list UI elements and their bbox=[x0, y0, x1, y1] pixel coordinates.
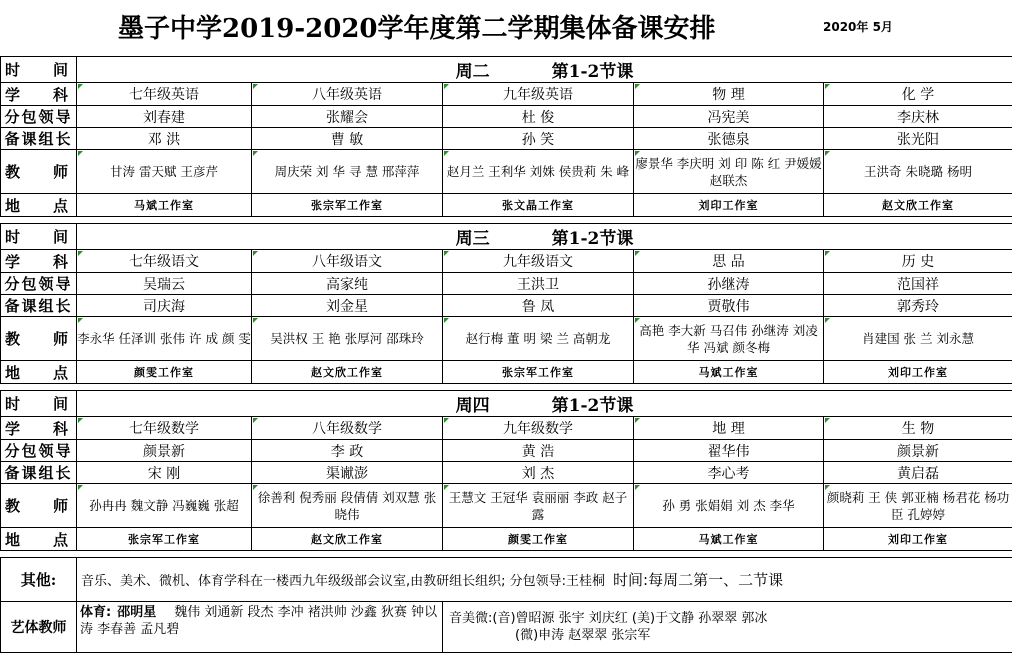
group-leader-cell: 张光阳 bbox=[824, 128, 1012, 150]
time-label bbox=[1, 57, 77, 83]
other-time: 时间:每周二第一、二节课 bbox=[613, 571, 784, 589]
time-label-char-1: 时 bbox=[5, 61, 23, 79]
subject-cell: 历 史 bbox=[824, 250, 1012, 273]
teacher-cell: 王慧文 王冠华 袁丽丽 李政 赵子露 bbox=[443, 484, 634, 528]
place-cell: 赵文欣工作室 bbox=[252, 528, 443, 551]
header bbox=[0, 0, 1012, 52]
subject-label-char-1: 学 bbox=[5, 419, 23, 438]
group-row bbox=[1, 462, 1012, 484]
place-label-char-2: 点 bbox=[52, 196, 70, 215]
place-cell: 张文晶工作室 bbox=[443, 194, 634, 217]
art-pe-cell bbox=[77, 602, 443, 653]
time-row bbox=[1, 224, 1012, 250]
art-label: 艺体教师 bbox=[1, 602, 77, 653]
leader-cell: 颜景新 bbox=[824, 440, 1012, 462]
period-label: 第1-2节课 bbox=[551, 229, 634, 249]
day-label: 周三 bbox=[455, 229, 490, 249]
time-label bbox=[1, 391, 77, 417]
period-label: 第1-2节课 bbox=[551, 62, 634, 82]
place-cell: 张宗军工作室 bbox=[252, 194, 443, 217]
subject-cell: 七年级语文 bbox=[77, 250, 252, 273]
teacher-cell: 高艳 李大新 马召伟 孙继涛 刘凌华 冯斌 颜冬梅 bbox=[634, 317, 824, 361]
group-leader-cell: 渠谳澎 bbox=[252, 462, 443, 484]
place-cell: 张宗军工作室 bbox=[443, 361, 634, 384]
pe-names: 魏伟 刘通新 段杰 李冲 褚洪帅 沙鑫 狄赛 钟以涛 李春善 孟凡碧 bbox=[80, 605, 438, 637]
teacher-cell: 李永华 任泽训 张伟 许 成 颜 雯 bbox=[77, 317, 252, 361]
group-leader-cell: 贾敬伟 bbox=[634, 295, 824, 317]
leader-cell: 颜景新 bbox=[77, 440, 252, 462]
subject-label-char-1: 学 bbox=[5, 252, 23, 271]
art-music-cell bbox=[443, 602, 1012, 653]
teacher-cell: 赵行梅 董 明 梁 兰 高朝龙 bbox=[443, 317, 634, 361]
subject-cell: 八年级英语 bbox=[252, 83, 443, 106]
subject-cell: 化 学 bbox=[824, 83, 1012, 106]
spacer bbox=[1, 384, 1012, 391]
date-label: 2020年 5月 bbox=[823, 20, 893, 34]
teacher-cell: 吴洪权 王 艳 张厚河 邵珠玲 bbox=[252, 317, 443, 361]
group-leader-cell: 李心考 bbox=[634, 462, 824, 484]
place-cell: 刘印工作室 bbox=[824, 528, 1012, 551]
teacher-row bbox=[1, 150, 1012, 194]
teacher-label bbox=[1, 484, 77, 528]
place-cell: 马斌工作室 bbox=[634, 361, 824, 384]
teacher-cell: 孙冉冉 魏文静 冯巍巍 张超 bbox=[77, 484, 252, 528]
place-cell: 颜雯工作室 bbox=[77, 361, 252, 384]
subject-row bbox=[1, 250, 1012, 273]
teacher-label bbox=[1, 150, 77, 194]
leader-cell: 翟华伟 bbox=[634, 440, 824, 462]
group-leader-cell: 孙 笑 bbox=[443, 128, 634, 150]
art-row bbox=[1, 602, 1012, 653]
period-label: 第1-2节课 bbox=[551, 396, 634, 416]
leader-cell: 刘春建 bbox=[77, 106, 252, 128]
time-label-char-2: 间 bbox=[52, 395, 70, 413]
subject-cell: 思 品 bbox=[634, 250, 824, 273]
subject-cell: 八年级数学 bbox=[252, 417, 443, 440]
place-cell: 刘印工作室 bbox=[824, 361, 1012, 384]
spacer bbox=[1, 217, 1012, 224]
music-line-2: (微)申涛 赵翠翠 张宗军 bbox=[515, 628, 651, 643]
other-row bbox=[1, 558, 1012, 602]
place-cell: 刘印工作室 bbox=[634, 194, 824, 217]
time-row bbox=[1, 391, 1012, 417]
subject-cell: 九年级语文 bbox=[443, 250, 634, 273]
place-cell: 赵文欣工作室 bbox=[824, 194, 1012, 217]
teacher-label bbox=[1, 317, 77, 361]
subject-row bbox=[1, 417, 1012, 440]
other-label: 其他: bbox=[1, 558, 77, 602]
leader-label: 分包领导 bbox=[1, 440, 77, 462]
spacer-row bbox=[1, 384, 1012, 391]
subject-cell: 七年级数学 bbox=[77, 417, 252, 440]
subject-label-char-2: 科 bbox=[52, 85, 70, 104]
group-leader-cell: 张德泉 bbox=[634, 128, 824, 150]
leader-row bbox=[1, 440, 1012, 462]
leader-cell: 李庆林 bbox=[824, 106, 1012, 128]
leader-cell: 杜 俊 bbox=[443, 106, 634, 128]
teacher-cell: 王洪奇 朱晓璐 杨明 bbox=[824, 150, 1012, 194]
group-leader-label: 备课组长 bbox=[1, 295, 77, 317]
subject-cell: 九年级数学 bbox=[443, 417, 634, 440]
time-value bbox=[77, 57, 1012, 83]
subject-label-char-2: 科 bbox=[52, 419, 70, 438]
teacher-cell: 颜晓莉 王 侠 郭亚楠 杨君花 杨功臣 孔婷婷 bbox=[824, 484, 1012, 528]
group-leader-label: 备课组长 bbox=[1, 128, 77, 150]
teacher-cell: 肖建国 张 兰 刘永慧 bbox=[824, 317, 1012, 361]
place-label-char-1: 地 bbox=[5, 196, 23, 215]
teacher-label-char-1: 教 bbox=[5, 330, 23, 348]
time-label-char-1: 时 bbox=[5, 395, 23, 413]
group-leader-cell: 司庆海 bbox=[77, 295, 252, 317]
time-label bbox=[1, 224, 77, 250]
teacher-label-char-1: 教 bbox=[5, 163, 23, 181]
place-label bbox=[1, 361, 77, 384]
subject-label bbox=[1, 250, 77, 273]
pe-head: 邵明星 bbox=[117, 605, 157, 620]
group-row bbox=[1, 128, 1012, 150]
place-label-char-1: 地 bbox=[5, 530, 23, 549]
other-text: 音乐、美术、微机、体育学科在一楼西九年级级部会议室,由教研组长组织; 分包领导:王桂桐 bbox=[81, 574, 606, 589]
place-label-char-1: 地 bbox=[5, 363, 23, 382]
place-cell: 马斌工作室 bbox=[77, 194, 252, 217]
place-cell: 马斌工作室 bbox=[634, 528, 824, 551]
group-leader-cell: 黄启磊 bbox=[824, 462, 1012, 484]
time-row bbox=[1, 57, 1012, 83]
leader-label: 分包领导 bbox=[1, 106, 77, 128]
leader-cell: 吴瑞云 bbox=[77, 273, 252, 295]
spacer-row bbox=[1, 551, 1012, 558]
teacher-cell: 廖景华 李庆明 刘 印 陈 红 尹媛媛 赵联杰 bbox=[634, 150, 824, 194]
teacher-cell: 孙 勇 张娟娟 刘 杰 李华 bbox=[634, 484, 824, 528]
time-label-char-2: 间 bbox=[52, 228, 70, 246]
teacher-row bbox=[1, 317, 1012, 361]
spacer-row bbox=[1, 217, 1012, 224]
place-label-char-2: 点 bbox=[52, 363, 70, 382]
leader-row bbox=[1, 106, 1012, 128]
leader-cell: 范国祥 bbox=[824, 273, 1012, 295]
teacher-cell: 甘涛 雷天赋 王彦芹 bbox=[77, 150, 252, 194]
subject-label bbox=[1, 83, 77, 106]
page-title: 墨子中学2019-2020学年度第二学期集体备课安排 bbox=[118, 14, 716, 44]
leader-cell: 王洪卫 bbox=[443, 273, 634, 295]
teacher-label-char-2: 师 bbox=[52, 497, 70, 515]
time-value bbox=[77, 391, 1012, 417]
group-leader-cell: 曹 敏 bbox=[252, 128, 443, 150]
day-label: 周二 bbox=[455, 62, 490, 82]
place-label bbox=[1, 528, 77, 551]
teacher-label-char-2: 师 bbox=[52, 163, 70, 181]
place-label-char-2: 点 bbox=[52, 530, 70, 549]
spacer bbox=[1, 551, 1012, 558]
schedule-table bbox=[0, 56, 1012, 653]
subject-cell: 地 理 bbox=[634, 417, 824, 440]
pe-label: 体育: bbox=[80, 605, 112, 620]
group-leader-cell: 郭秀玲 bbox=[824, 295, 1012, 317]
teacher-label-char-1: 教 bbox=[5, 497, 23, 515]
leader-row bbox=[1, 273, 1012, 295]
other-content bbox=[77, 558, 1012, 602]
group-leader-cell: 鲁 凤 bbox=[443, 295, 634, 317]
group-leader-cell: 刘 杰 bbox=[443, 462, 634, 484]
place-row bbox=[1, 528, 1012, 551]
time-value bbox=[77, 224, 1012, 250]
leader-label: 分包领导 bbox=[1, 273, 77, 295]
place-cell: 赵文欣工作室 bbox=[252, 361, 443, 384]
time-label-char-1: 时 bbox=[5, 228, 23, 246]
group-leader-cell: 邓 洪 bbox=[77, 128, 252, 150]
leader-cell: 黄 浩 bbox=[443, 440, 634, 462]
music-line-1: 音美微:(音)曾昭源 张宇 刘庆红 (美)于文静 孙翠翠 郭冰 bbox=[449, 611, 768, 626]
place-cell: 张宗军工作室 bbox=[77, 528, 252, 551]
subject-cell: 生 物 bbox=[824, 417, 1012, 440]
subject-cell: 八年级语文 bbox=[252, 250, 443, 273]
leader-cell: 张耀会 bbox=[252, 106, 443, 128]
teacher-cell: 赵月兰 王利华 刘姝 侯贵莉 朱 峰 bbox=[443, 150, 634, 194]
leader-cell: 李 政 bbox=[252, 440, 443, 462]
place-label bbox=[1, 194, 77, 217]
place-row bbox=[1, 194, 1012, 217]
subject-cell: 七年级英语 bbox=[77, 83, 252, 106]
leader-cell: 孙继涛 bbox=[634, 273, 824, 295]
subject-label-char-2: 科 bbox=[52, 252, 70, 271]
subject-label bbox=[1, 417, 77, 440]
place-row bbox=[1, 361, 1012, 384]
group-leader-label: 备课组长 bbox=[1, 462, 77, 484]
leader-cell: 冯宪美 bbox=[634, 106, 824, 128]
teacher-cell: 徐善利 倪秀丽 段倩倩 刘双慧 张晓伟 bbox=[252, 484, 443, 528]
subject-label-char-1: 学 bbox=[5, 85, 23, 104]
subject-cell: 九年级英语 bbox=[443, 83, 634, 106]
day-label: 周四 bbox=[455, 396, 490, 416]
group-leader-cell: 刘金星 bbox=[252, 295, 443, 317]
subject-row bbox=[1, 83, 1012, 106]
teacher-label-char-2: 师 bbox=[52, 330, 70, 348]
group-leader-cell: 宋 刚 bbox=[77, 462, 252, 484]
leader-cell: 高家纯 bbox=[252, 273, 443, 295]
time-label-char-2: 间 bbox=[52, 61, 70, 79]
group-row bbox=[1, 295, 1012, 317]
subject-cell: 物 理 bbox=[634, 83, 824, 106]
teacher-row bbox=[1, 484, 1012, 528]
place-cell: 颜雯工作室 bbox=[443, 528, 634, 551]
teacher-cell: 周庆荣 刘 华 寻 慧 邢萍萍 bbox=[252, 150, 443, 194]
